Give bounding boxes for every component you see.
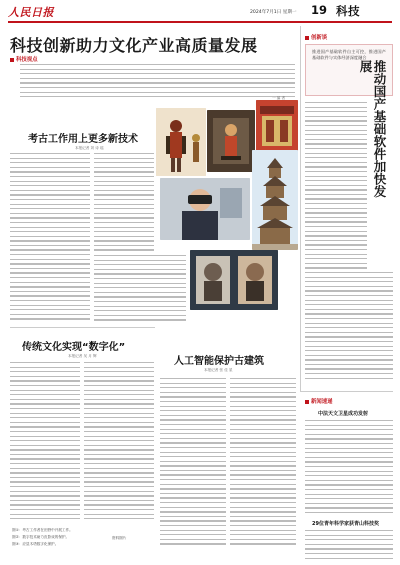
- section-marker-icon: [305, 400, 309, 404]
- photo-captions: [12, 528, 73, 547]
- page-number: 19: [311, 3, 328, 17]
- article3-col2: [230, 378, 296, 548]
- vr-headset-image: [160, 178, 250, 240]
- section-tag-label: 创新谈: [311, 35, 328, 41]
- newspaper-logo: 人民日报: [8, 6, 54, 19]
- section-tag-kejishidian: [10, 55, 38, 63]
- section-marker-icon: [305, 36, 309, 40]
- news-item2-text: [305, 530, 393, 560]
- article3-col1: [160, 378, 226, 548]
- red-hall-image: [256, 100, 298, 154]
- article1-col2: [94, 153, 154, 253]
- photo-vr-user: [160, 178, 250, 240]
- photo-wooden-pagoda: [252, 150, 298, 250]
- right-column-text1: [305, 102, 367, 272]
- caption-3: 图③：应县木塔数字化保护。: [12, 542, 59, 546]
- boxed-note-text: 推进国产基础软件自主可控，推进国产基础软件与实体经济深度融合: [312, 49, 386, 60]
- right-column-text2: [305, 272, 393, 382]
- news-item1-title: 中法天文卫星成功发射: [318, 411, 369, 417]
- intro-sign: 一 编 者: [272, 96, 286, 100]
- page-section-name: 科技: [336, 4, 360, 18]
- pagoda-icon: [252, 150, 298, 250]
- right-column-title: 推动国产基础软件加快发展: [358, 60, 387, 198]
- article3-byline: 本报记者 张 佳 星: [204, 368, 233, 372]
- section-tag-label: 新闻速递: [311, 399, 333, 405]
- article2-title: 传统文化实现“数字化”: [22, 342, 126, 353]
- article2-separator: [10, 327, 155, 328]
- caption-1: 图①：考古工作者在田野中开展工作。: [12, 528, 73, 532]
- photo-shadow-puppet-1: [156, 108, 206, 176]
- article2-col1: [10, 362, 80, 524]
- photo-shadow-puppet-2: [207, 110, 255, 172]
- section-marker-icon: [10, 58, 14, 62]
- news-separator: [300, 391, 393, 392]
- article2-col2: [84, 362, 154, 524]
- caption-source: 资料图片: [112, 536, 127, 540]
- article1-byline: 本报记者 刘 诗 瑶: [75, 146, 104, 150]
- caption-2: 图②：数字技术助力皮影戏的保护。: [12, 535, 70, 539]
- news-item2-title: 29位青年科学家获青山科技奖: [312, 521, 379, 527]
- puppet-figure-image: [207, 110, 255, 172]
- masthead-rule: [8, 21, 392, 23]
- issue-date: 2024年7月1日 星期一: [250, 10, 297, 15]
- article1-col1: [10, 153, 90, 323]
- section-tag-chuangxintan: [305, 33, 327, 41]
- news-item1-text: [305, 420, 393, 520]
- photo-red-building: [256, 100, 298, 154]
- article3-title: 人工智能保护古建筑: [174, 356, 264, 367]
- article1-title: 考古工作用上更多新技术: [28, 134, 138, 145]
- shadow-puppet-image: [156, 108, 206, 176]
- article2-byline: 本报记者 吴 月 辉: [68, 354, 97, 358]
- article1-col3: [94, 255, 186, 325]
- section-tag-xinwensudi: [305, 397, 333, 405]
- portraits-image: [190, 250, 278, 310]
- column-divider: [300, 26, 301, 391]
- photo-ai-restored-portraits: [190, 250, 278, 310]
- page-headline: 科技创新助力文化产业高质量发展: [10, 36, 258, 55]
- section-tag-label: 科技视点: [16, 57, 38, 63]
- intro-paragraph: [20, 64, 295, 98]
